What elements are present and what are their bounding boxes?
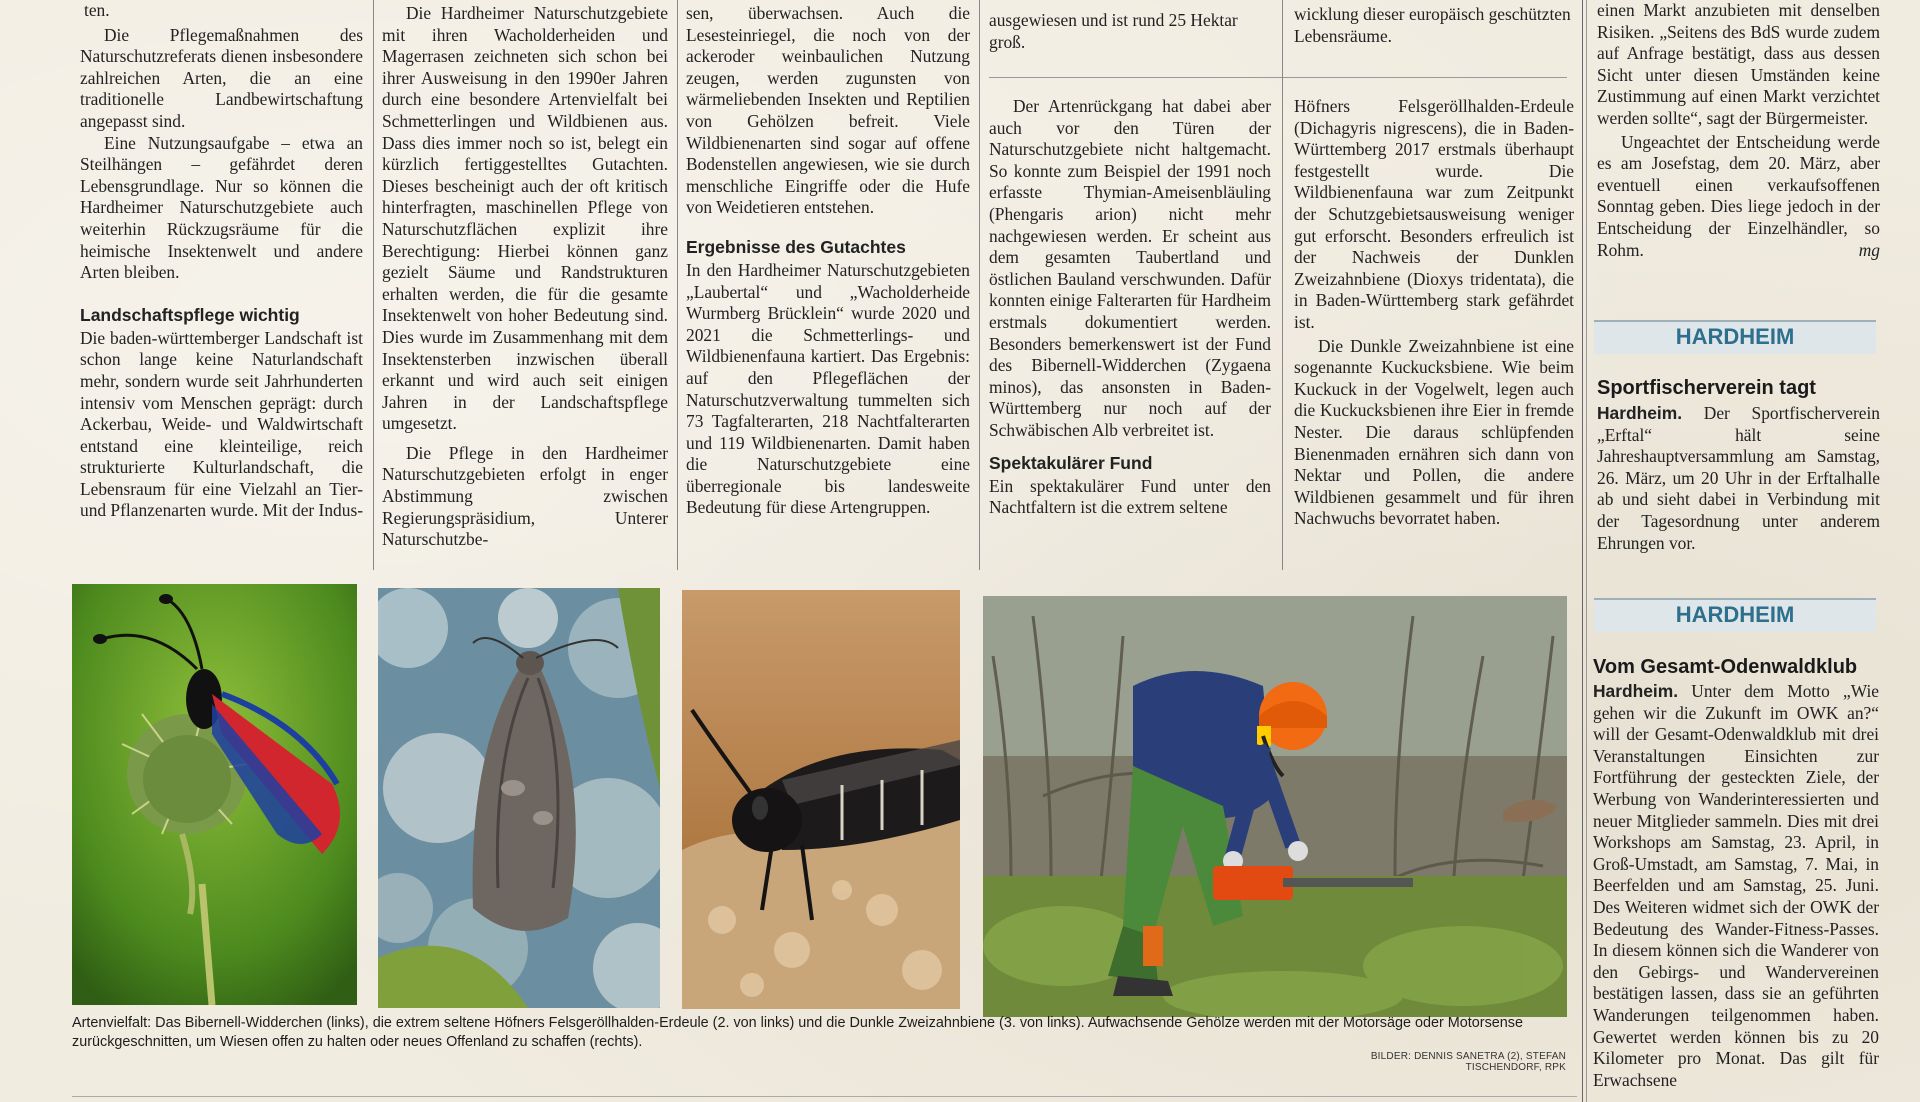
text-fragment: ten. — [84, 0, 110, 20]
column-divider — [1282, 0, 1283, 570]
article-column-5 — [1294, 4, 1576, 47]
paragraph: In den Hardheimer Naturschutzgebieten „Laubertal“ und „Wacholderheide Wurmberg Brücklein“ wurde 2020 und 2021 die Schmetterlings- und Wildbienenfauna kartiert. Das Ergebnis: auf den Pflegeflächen der Naturschutzverwaltung tummelten sich 73 Tagfalterarten, 218 Nachtfalterarten und 119 Wildbienenarten. Damit haben die Naturschutzgebiete eine überregionale bis landesweite Bedeutung für diese Artengruppen. — [686, 259, 970, 518]
paragraph: Die baden-württemberger Landschaft ist schon lange keine Naturlandschaft mehr, sondern wurde seit Jahrhunderten intensiv vom Menschen geprägt: durch Ackerbau, Weide- und Waldwirtschaft entstand eine kleinteilige, reich strukturierte Kulturlandschaft, die Lebensraum für eine Vielzahl an Tier- und Pflanzenarten wurde. Mit der Indus- — [80, 327, 363, 521]
article-column-5-body — [1294, 96, 1574, 530]
sidebar-divider — [1582, 0, 1583, 1102]
paragraph: Die Hardheimer Naturschutzgebiete mit ihren Wacholderheiden und Magerrasen zeichneten sich schon bei ihrer Ausweisung in den 1990er Jahren durch eine besondere Artenvielfalt bei Schmetterlingen und Wildbienen aus. Dass dies immer noch so ist, belegt ein kürzlich fertiggestelltes Gutachten. Dieses bescheinigt auch der oft kritisch hinterfragten, maschinellen Pflege von Naturschutzflächen explizit ihre Berechtigung: Hierbei können ganz gezielt Säume und Randstrukturen erhalten werden, die für die gesamte Insektenwelt von hoher Bedeutung sind. Dies wurde im Zusammenhang mit dem Insektensterben inzwischen überall erkannt und wird auch seit einigen Jahren in der Landschaftspflege umgesetzt. — [382, 3, 668, 434]
paragraph: Ein spektakulärer Fund unter den Nachtfaltern ist die extrem seltene — [989, 475, 1271, 518]
sidebar-article-body — [1593, 681, 1879, 1091]
bee-on-rock-illustration — [682, 590, 960, 1009]
page-bottom-rule — [72, 1096, 1577, 1097]
photo-credit: BILDER: DENNIS SANETRA (2), STEFAN TISCHENDORF, RPK — [1370, 1051, 1566, 1073]
paragraph: sen, überwachsen. Auch die Lesesteinriegel, die noch von der ackeroder weinbaulichen Nutzung zeugen, werden zugunsten von wärmeliebenden Insekten und Reptilien von Gehölzen befreit. Viele Wildbienenarten sind sogar auf offene Bodenstellen angewiesen, wie sie durch menschliche Eingriffe oder die Hufe von Weidetieren entstehen. — [686, 3, 970, 218]
paragraph: Höfners Felsgeröllhalden-Erdeule (Dichagyris nigrescens), die in Baden-Württemberg 2017 erstmals überhaupt festgestellt wurde. Die Wildbienenfauna war zum Zeitpunkt der Schutzgebietsausweisung weniger gut erforscht. Besonders erfreulich ist der Nachweis der Dunklen Zweizahnbiene (Dioxys tridentata), die in Baden-Württemberg stark gefährdet ist. — [1294, 96, 1574, 332]
paragraph — [1597, 132, 1880, 262]
paragraph-text: Ungeachtet der Entscheidung werde es am Josefstag, dem 20. März, aber eventuell einen verkaufsoffenen Sonntag geben. Dies liege jedoch in der Entscheidung der Einzelhändler, so Rohm. — [1597, 131, 1880, 260]
moth-on-lichen-illustration — [378, 588, 660, 1008]
article-column-3 — [686, 3, 970, 519]
paragraph: Eine Nutzungsaufgabe – etwa an Steilhängen – gefährdet deren Lebensgrundlage. Nur so können die Hardheimer Naturschutzgebiete auch weiterhin Rückzugsräume für die heimische Insektenwelt und andere Arten bleiben. — [80, 132, 363, 283]
photo-owlet-moth — [378, 588, 660, 1008]
paragraph: Die Pflege in den Hardheimer Naturschutzgebieten erfolgt in enger Abstimmung zwischen Regierungspräsidium, Unterer Naturschutzbe- — [382, 442, 668, 550]
section-kicker: HARDHEIM — [1594, 320, 1876, 354]
subheading: Spektakulärer Fund — [989, 452, 1153, 473]
photo-caption: Artenvielfalt: Das Bibernell-Widderchen (links), die extrem seltene Höfners Felsgeröllhalden-Erdeule (2. von links) und die Dunkle Zweizahnbiene (3. von links). Aufwachsende Gehölze werden mit der Motorsäge oder Motorsense zurückgeschnitten, um Wiesen offen zu halten oder neues Offenland zu schaffen (rechts). — [72, 1015, 1523, 1050]
photo-cuckoo-bee — [682, 590, 960, 1009]
photo-burnet-moth — [72, 584, 357, 1005]
sidebar-article-top — [1597, 0, 1880, 261]
author-signature: mg — [1858, 239, 1880, 260]
subheading: Ergebnisse des Gutachtes — [686, 236, 906, 257]
paragraph — [1593, 681, 1879, 1091]
article-column-4 — [989, 10, 1271, 53]
section-kicker: HARDHEIM — [1594, 598, 1876, 632]
sidebar-divider — [1586, 0, 1587, 1102]
photo-chainsaw-worker — [983, 596, 1567, 1017]
paragraph — [1597, 403, 1880, 554]
paragraph: Die Pflegemaßnahmen des Naturschutzreferats dienen insbesondere zahlreichen Arten, die an eine traditionelle Landbewirtschaftung angepasst sind. — [80, 24, 363, 131]
column-divider — [677, 0, 678, 570]
section-rule — [989, 77, 1567, 78]
dateline: Hardheim. — [1593, 681, 1679, 701]
subheading: Landschaftspflege wichtig — [80, 304, 300, 325]
column-divider — [373, 0, 374, 570]
article-column-1 — [80, 0, 363, 522]
article-headline: Sportfischerverein tagt — [1597, 377, 1816, 399]
dateline: Hardheim. — [1597, 403, 1683, 423]
article-column-4-body — [989, 96, 1271, 519]
paragraph: Der Artenrückgang hat dabei aber auch vor den Türen der Naturschutzgebiete nicht haltgemacht. So konnte zum Beispiel der 1991 noch erfasste Thymian-Ameisenbläuling (Phengaris arion) nicht mehr nachgewiesen werden. Er scheint aus dem gesamten Taubertland und östlichen Bauland verschwunden. Dafür konnten einige Falterarten für Hardheim erstmals dokumentiert werden. Besonders bemerkenswert ist der Fund des Bibernell-Widderchen (Zygaena minos), das ansonsten in Baden-Württemberg nur noch auf der Schwäbischen Alb verbreitet ist. — [989, 96, 1271, 440]
paragraph-text: Der Sportfischerverein „Erftal“ hält seine Jahreshauptversammlung am Samstag, 26. März, um 20 Uhr in der Erftalhalle ab und sieht dabei in Verbindung mit der Tagesordnung unter anderem Ehrungen vor. — [1597, 403, 1880, 553]
paragraph: einen Markt anzubieten mit denselben Risiken. „Seitens des BdS wurde zudem auf Anfrage bestätigt, dass aus dessen Sicht unter diesen Umständen keine Zustimmung auf einen Markt verzichtet werden sollte“, sagt der Bürgermeister. — [1597, 0, 1880, 128]
paragraph: Die Dunkle Zweizahnbiene ist eine sogenannte Kuckucksbiene. Wie beim Kuckuck in der Vogelwelt, legen auch die Kuckucksbienen ihre Eier in fremde Nester. Die daraus schlüpfenden Bienenmaden ernähren sich dann von Nektar und Pollen, die andere Wildbienen gesammelt und für ihren Nachwuchs bevorratet haben. — [1294, 335, 1574, 529]
worker-cutting-shrubs-illustration — [983, 596, 1567, 1017]
text-fragment: wicklung dieser europäisch geschützten Lebensräume. — [1294, 4, 1571, 46]
column-divider — [979, 0, 980, 570]
paragraph-text: Unter dem Motto „Wie gehen wir die Zukunft im OWK an?“ will der Gesamt-Odenwaldklub mit drei Veranstaltungen Einsichten zur Fortführung der gesteckten Ziele, der Werbung von Wanderinteressierten und neuer Mitglieder sammeln. Dies mit drei Workshops am Samstag, 23. April, in Groß-Umstadt, am Samstag, 7. Mai, in Beerfelden und am Samstag, 25. Juni. Des Weiteren widmet sich der OWK der Bedeutung des Wander-Fitness-Passes. In diesem können sich die Wanderer von den Gebirgs- und Wandervereinen bestätigen lassen, dass sie an geführten Wanderungen teilgenommen haben. Gewertet werden können bis zu 20 Kilometer pro Monat. Das gilt für Erwachsene — [1593, 681, 1879, 1090]
text-fragment: ausgewiesen und ist rund 25 Hektar groß. — [989, 10, 1238, 52]
article-column-2 — [382, 3, 668, 551]
moth-on-thistle-illustration — [72, 584, 357, 1005]
article-headline: Vom Gesamt-Odenwaldklub — [1593, 656, 1858, 678]
sidebar-article-body — [1597, 403, 1880, 554]
